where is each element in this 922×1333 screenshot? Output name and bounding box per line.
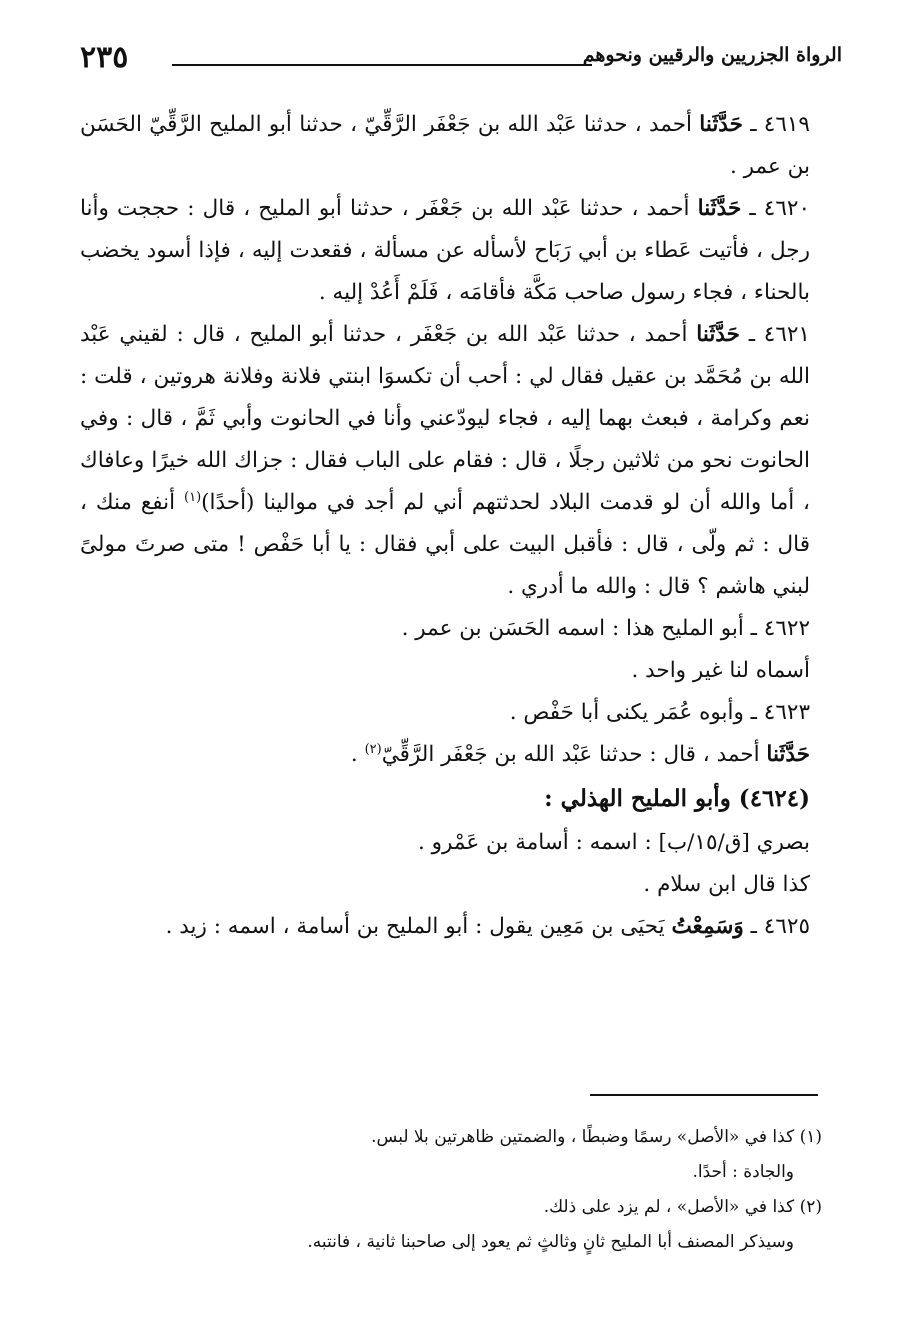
hadith-4619 [80, 104, 842, 188]
chain-text: أحمد ، قال : حدثنا عَبْد الله بن جَعْفَر الرَّقِّيّ [381, 742, 760, 767]
footnote-ref-2[interactable]: (٢) [364, 741, 382, 757]
hadith-text: أحمد ، حدثنا عَبْد الله بن جَعْفَر ، حدثنا أبو المليح ، قال : حججت وأنا رجل ، فأتيت عَطاء بن أبي رَبَاح لأسأله عن مسألة ، فقعدت إليه ، فإذا أسود يخضب بالحناء ، فجاء رسول صاحب مَكَّة فأقامَه ، فَلَمْ أَعُدْ إليه . [80, 196, 810, 305]
page-number: ٢٣٥ [80, 40, 129, 75]
footnote-1-cont: والجادة : أحدًا. [692, 1162, 794, 1182]
entry-4625 [80, 906, 842, 948]
main-text [80, 104, 842, 948]
chain-end: . [350, 742, 365, 767]
hadith-opening: حَدَّثَنا [766, 742, 810, 767]
hadith-number: ٤٦٢٥ ـ [750, 914, 810, 939]
hadith-opening: حَدَّثَنا [697, 196, 742, 221]
hadith-opening: حَدَّثَنا [696, 322, 740, 347]
hadith-opening: وَسَمِعْتُ [671, 914, 744, 939]
running-header [80, 40, 842, 84]
footnote-2: (٢) كذا في «الأصل» ، لم يزد على ذلك. [543, 1197, 822, 1217]
entry-4622: ٤٦٢٢ ـ أبو المليح هذا : اسمه الحَسَن بن عمر . [401, 616, 810, 641]
footnote-separator [590, 1094, 818, 1096]
hadith-text: أحمد ، حدثنا عَبْد الله بن جَعْفَر الرَّقِّيّ ، حدثنا أبو المليح الرَّقِّيّ الحَسَن بن عمر . [80, 112, 810, 179]
footnote-2-cont: وسيذكر المصنف أبا المليح ثانٍ وثالثٍ ثم يعود إلى صاحبنا ثانية ، فانتبه. [307, 1232, 794, 1252]
hadith-4620 [80, 188, 842, 314]
hadith-opening: حَدَّثَنا [699, 112, 743, 137]
entry-4624-heading: (٤٦٢٤) وأبو المليح الهذلي : [544, 785, 810, 812]
hadith-number: ٤٦١٩ ـ [750, 112, 810, 137]
entry-4623: ٤٦٢٣ ـ وأبوه عُمَر يكنى أبا حَفْص . [509, 700, 810, 725]
footnote-ref-1[interactable]: (١) [184, 489, 202, 505]
footnotes [80, 1120, 822, 1260]
entry-4623-chain [80, 734, 842, 776]
hadith-number: ٤٦٢١ ـ [748, 322, 810, 347]
hadith-text: يَحيَى بن مَعِين يقول : أبو المليح بن أسامة ، اسمه : زيد . [165, 914, 665, 939]
header-rule [172, 64, 592, 66]
entry-4624-line2: كذا قال ابن سلام . [643, 872, 810, 897]
hadith-text-cont: أنفع منك ، قال : ثم ولّى ، قال : فأقبل البيت على أبي فقال : يا أبا حَفْص ! متى صرتَ مولىً لبني هاشم ؟ قال : والله ما أدري . [80, 490, 810, 599]
footnote-1: (١) كذا في «الأصل» رسمًا وضبطًا ، والضمتين ظاهرتين بلا لبس. [371, 1127, 822, 1147]
hadith-number: ٤٦٢٠ ـ [749, 196, 810, 221]
entry-4624-line1: بصري [ق/١٥/ب] : اسمه : أسامة بن عَمْرو . [418, 830, 810, 855]
header-title: الرواة الجزريين والرقيين ونحوهم [582, 44, 842, 66]
hadith-4621 [80, 314, 842, 608]
hadith-text: أحمد ، حدثنا عَبْد الله بن جَعْفَر ، حدثنا أبو المليح ، قال : لقيني عَبْد الله بن مُحَمَّد بن عقيل فقال لي : أحب أن تكسوَا ابنتي فلانة وفلانة هروتين ، قلت : نعم وكرامة ، فبعث بهما إليه ، فجاء ليودّعني وأنا في الحانوت وأبي ثَمَّ ، قال : وفي الحانوت نحو من ثلاثين رجلًا ، قال : فقام على الباب فقال : جزاك الله خيرًا وعافاك ، أما والله أن لو قدمت البلاد لحدثتهم أني لم أجد في موالينا (أحدًا) [80, 322, 811, 515]
entry-4622-note: أسماه لنا غير واحد . [631, 658, 810, 683]
